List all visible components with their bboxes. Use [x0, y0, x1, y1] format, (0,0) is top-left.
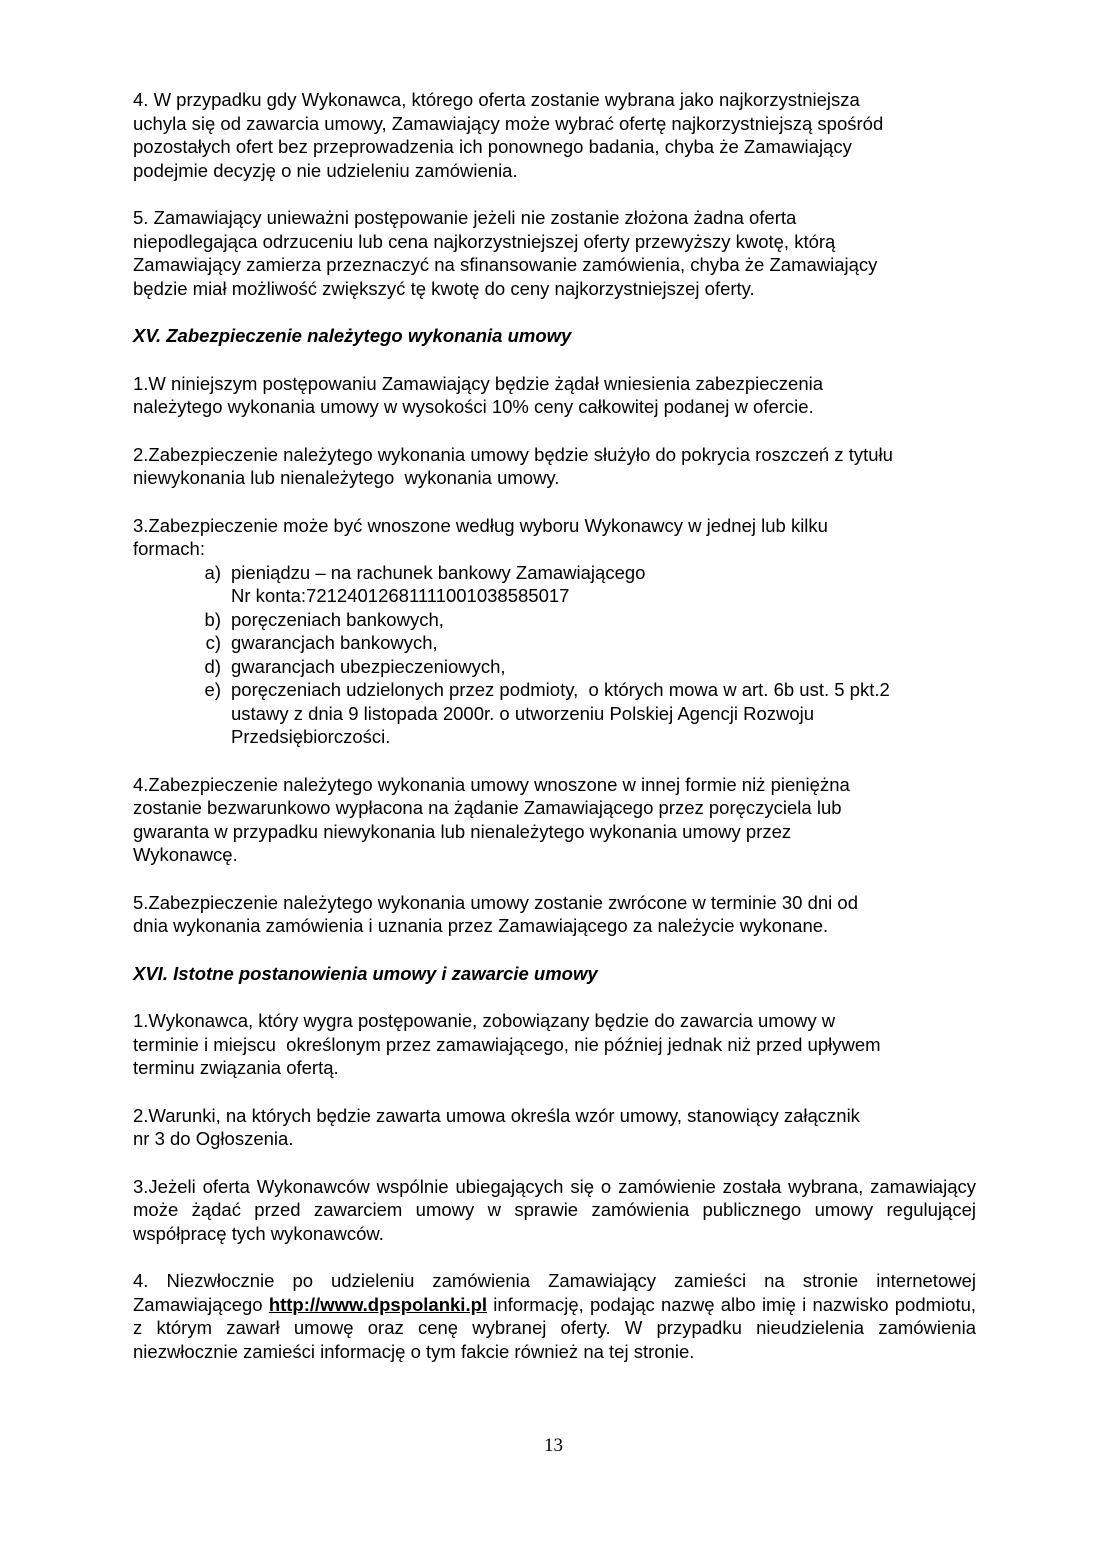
text-line: 1.W niniejszym postępowaniu Zamawiający będzie żądał wniesienia zabezpieczenia — [133, 372, 824, 394]
paragraph-xv-1 — [133, 372, 976, 419]
text-line: 2.Zabezpieczenie należytego wykonania umowy będzie służyło do pokrycia roszczeń z tytułu — [133, 443, 893, 465]
text-line: niewykonania lub nienależytego wykonania umowy. — [133, 467, 560, 488]
paragraph-xvi-4 — [133, 1269, 976, 1363]
list-item — [133, 655, 976, 679]
paragraph-xiv-5 — [133, 206, 976, 300]
paragraph-xvi-2 — [133, 1104, 976, 1151]
text-line: nr 3 do Ogłoszenia. — [133, 1128, 294, 1149]
text-line: pieniądzu – na rachunek bankowy Zamawiającego — [231, 561, 646, 583]
text-line: uchyla się od zawarcia umowy, Zamawiający może wybrać ofertę najkorzystniejszą spośród — [133, 112, 884, 134]
bank-account-number: Nr konta:72124012681111001038585017 — [231, 585, 570, 606]
text-line: poręczeniach bankowych, — [231, 608, 444, 630]
list-marker: e) — [204, 679, 221, 700]
text-line: będzie miał możliwość zwiększyć tę kwotę do ceny najkorzystniejszej oferty. — [133, 277, 755, 299]
list-item — [133, 678, 976, 749]
paragraph-text: 4. Niezwłocznie po udzieleniu zamówienia Zamawiający zamieści na stronie internetowej Zamawiającego — [133, 1270, 976, 1315]
text-line: zostanie bezwarunkowo wypłacona na żądanie Zamawiającego przez poręczyciela lub — [133, 797, 842, 818]
text-line: Wykonawcę. — [133, 844, 238, 865]
section-heading-xvi: XVI. Istotne postanowienia umowy i zawarcie umowy — [133, 962, 598, 984]
paragraph-xiv-4 — [133, 88, 976, 182]
list-item — [133, 561, 976, 608]
document-page — [133, 88, 976, 1387]
paragraph-xv-4 — [133, 773, 976, 867]
text-line: terminu związania ofertą. — [133, 1057, 339, 1078]
text-line: gwaranta w przypadku niewykonania lub nienależytego wykonania umowy przez — [133, 820, 792, 842]
text-line: dnia wykonania zamówienia i uznania przez Zamawiającego za należycie wykonane. — [133, 915, 829, 936]
paragraph-xv-3 — [133, 514, 976, 561]
list-item — [133, 608, 976, 632]
text-line: ustawy z dnia 9 listopada 2000r. o utworzeniu Polskiej Agencji Rozwoju — [231, 702, 815, 724]
text-line: należytego wykonania umowy w wysokości 10% ceny całkowitej podanej w ofercie. — [133, 396, 814, 417]
paragraph-text: informację, podając nazwę albo imię i nazwisko podmiotu, z którym zawarł umowę oraz cenę wybranej oferty. W przypadku nieudzielenia zamówienia niezwłocznie zamieści informację o tym fakcie również na tej stronie. — [133, 1293, 977, 1362]
paragraph-xvi-1 — [133, 1009, 976, 1080]
text-line: 5.Zabezpieczenie należytego wykonania umowy zostanie zwrócone w terminie 30 dni od — [133, 891, 858, 913]
list-item — [133, 631, 976, 655]
text-line: terminie i miejscu określonym przez zamawiającego, nie później jednak niż przed upływem — [133, 1033, 881, 1055]
text-line: 5. Zamawiający unieważni postępowanie jeżeli nie zostanie złożona żadna oferta — [133, 207, 797, 228]
text-line: gwarancjach bankowych, — [231, 632, 438, 653]
website-link[interactable]: http://www.dpspolanki.pl — [268, 1293, 488, 1315]
text-line: gwarancjach ubezpieczeniowych, — [231, 655, 506, 677]
text-line: pozostałych ofert bez przeprowadzenia ich ponownego badania, chyba że Zamawiający — [133, 136, 852, 157]
list-marker: d) — [204, 655, 221, 677]
text-line: Zamawiający zamierza przeznaczyć na sfinansowanie zamówienia, chyba że Zamawiający — [133, 254, 878, 275]
paragraph-xvi-3: 3.Jeżeli oferta Wykonawców wspólnie ubiegających się o zamówienie została wybrana, zamawiający może żądać przed zawarciem umowy w sprawie zamówienia publicznego umowy regulującej współpracę tych wykonawców. — [133, 1175, 976, 1244]
paragraph-xv-2 — [133, 443, 976, 490]
paragraph-xv-5 — [133, 891, 976, 938]
text-line: podejmie decyzję o nie udzieleniu zamówienia. — [133, 159, 518, 181]
text-line: niepodlegająca odrzuceniu lub cena najkorzystniejszej oferty przewyższy kwotę, którą — [133, 230, 836, 252]
text-line: 2.Warunki, na których będzie zawarta umowa określa wzór umowy, stanowiący załącznik — [133, 1104, 860, 1126]
text-line: 4. W przypadku gdy Wykonawca, którego oferta zostanie wybrana jako najkorzystniejsza — [133, 89, 860, 110]
section-heading-xv: XV. Zabezpieczenie należytego wykonania umowy — [133, 325, 572, 346]
security-forms-list — [133, 561, 976, 749]
list-marker: a) — [204, 561, 221, 583]
text-line: 3.Zabezpieczenie może być wnoszone według wyboru Wykonawcy w jednej lub kilku — [133, 514, 828, 536]
text-line: 4.Zabezpieczenie należytego wykonania umowy wnoszone w innej formie niż pieniężna — [133, 773, 850, 795]
text-line: formach: — [133, 538, 205, 559]
text-line: Przedsiębiorczości. — [231, 726, 391, 747]
text-line: poręczeniach udzielonych przez podmioty, o których mowa w art. 6b ust. 5 pkt.2 — [231, 679, 890, 700]
page-number: 13 — [544, 1435, 563, 1456]
text-line: 1.Wykonawca, który wygra postępowanie, zobowiązany będzie do zawarcia umowy w — [133, 1010, 836, 1031]
list-marker: c) — [205, 632, 221, 653]
list-marker: b) — [204, 608, 221, 630]
